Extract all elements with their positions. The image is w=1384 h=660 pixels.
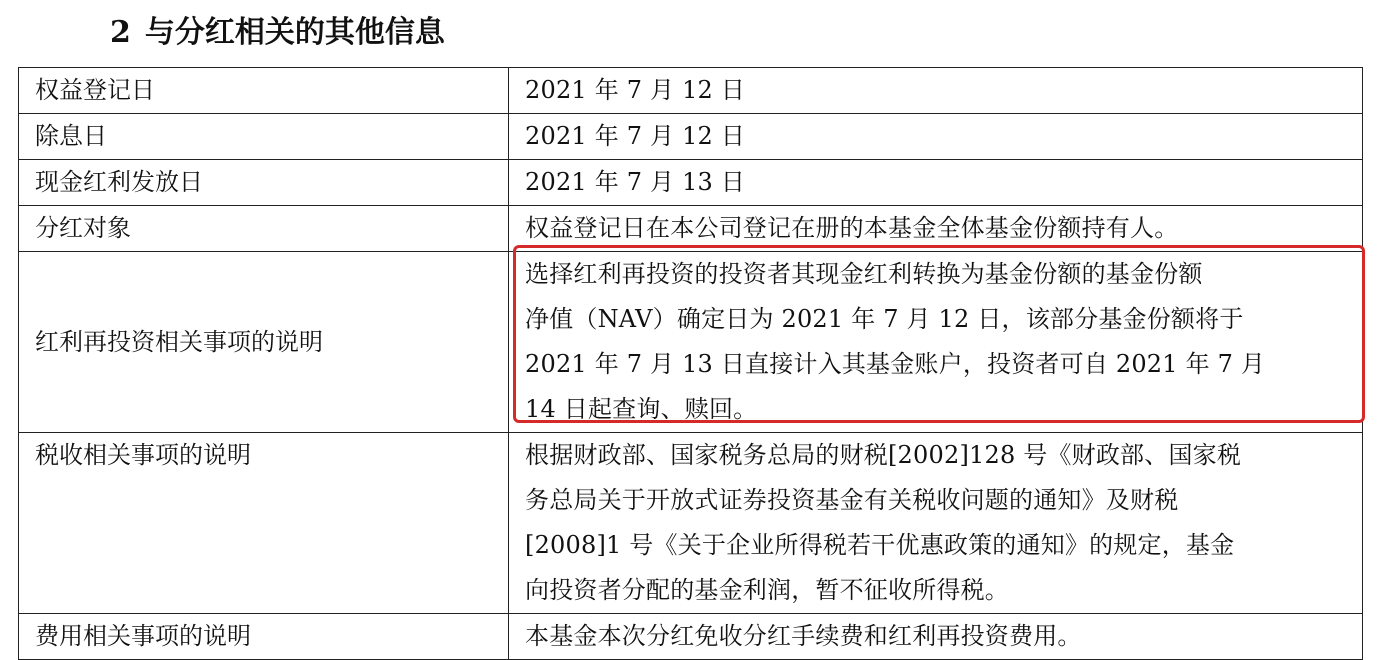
section-number: 2 — [110, 15, 131, 50]
row-value: 本基金本次分红免收分红手续费和红利再投资费用。 — [509, 614, 1363, 660]
row-value-line: 2021 年 7 月 13 日直接计入其基金账户，投资者可自 2021 年 7 月 — [525, 350, 1266, 378]
row-value-line: 根据财政部、国家税务总局的财税[2002]128 号《财政部、国家税 — [525, 441, 1242, 469]
table-row-reinvestment — [19, 252, 1363, 433]
table-row-fees — [19, 614, 1363, 660]
row-value-line: 向投资者分配的基金利润，暂不征收所得税。 — [525, 576, 1009, 604]
row-label: 权益登记日 — [19, 68, 509, 114]
section-heading — [110, 10, 445, 56]
section-title: 与分红相关的其他信息 — [144, 15, 445, 50]
row-label: 费用相关事项的说明 — [19, 614, 509, 660]
row-value-line: [2008]1 号《关于企业所得税若干优惠政策的通知》的规定，基金 — [525, 531, 1235, 559]
row-value-line: 务总局关于开放式证券投资基金有关税收问题的通知》及财税 — [525, 486, 1179, 514]
row-label: 除息日 — [19, 114, 509, 160]
row-value-line: 14 日起查询、赎回。 — [525, 395, 758, 423]
row-value — [509, 433, 1363, 614]
row-value: 2021 年 7 月 12 日 — [509, 68, 1363, 114]
table-row-ex-dividend-date — [19, 114, 1363, 160]
row-value-line: 选择红利再投资的投资者其现金红利转换为基金份额的基金份额 — [525, 260, 1203, 288]
table-row-payment-date — [19, 160, 1363, 206]
row-label: 红利再投资相关事项的说明 — [19, 252, 509, 433]
row-label: 现金红利发放日 — [19, 160, 509, 206]
row-label: 税收相关事项的说明 — [19, 433, 509, 614]
row-value — [509, 252, 1363, 433]
row-value: 2021 年 7 月 12 日 — [509, 114, 1363, 160]
table-row-dividend-target — [19, 206, 1363, 252]
table-row-record-date — [19, 68, 1363, 114]
table-row-tax — [19, 433, 1363, 614]
row-label: 分红对象 — [19, 206, 509, 252]
dividend-info-table — [18, 67, 1363, 660]
row-value-line: 净值（NAV）确定日为 2021 年 7 月 12 日，该部分基金份额将于 — [525, 305, 1244, 333]
row-value: 权益登记日在本公司登记在册的本基金全体基金份额持有人。 — [509, 206, 1363, 252]
row-value: 2021 年 7 月 13 日 — [509, 160, 1363, 206]
